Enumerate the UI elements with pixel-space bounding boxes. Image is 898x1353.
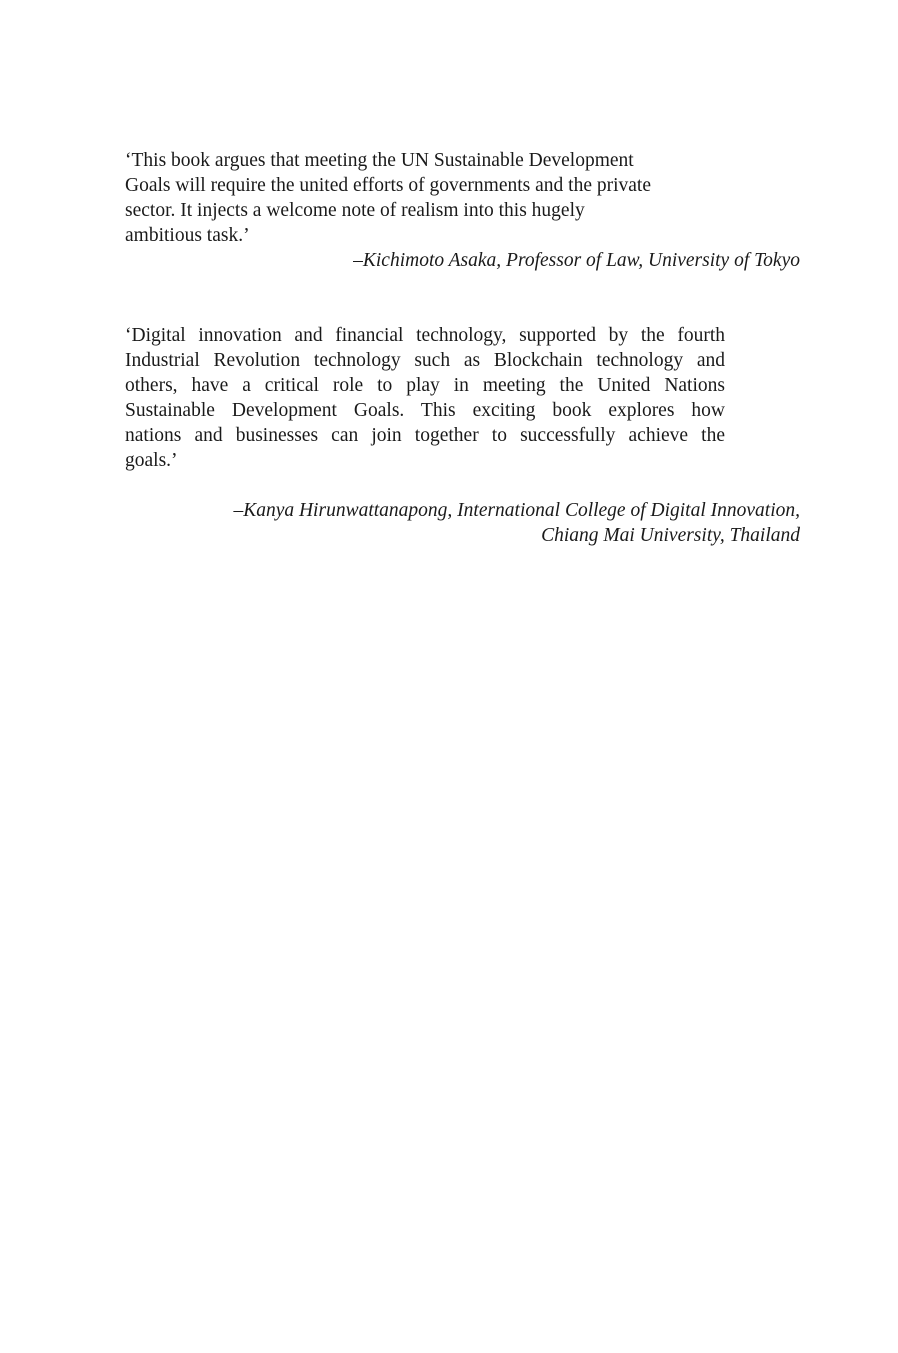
endorsement-1 <box>125 148 800 273</box>
endorsement-quote <box>125 323 725 473</box>
attribution-line: Chiang Mai University, Thailand <box>541 525 800 546</box>
quote-line: goals.’ <box>125 450 178 471</box>
quote-line: ambitious task.’ <box>125 225 250 246</box>
quote-line: Sustainable Development Goals. This exciting book explores how <box>125 400 725 421</box>
quote-line: Goals will require the united efforts of governments and the private <box>125 175 651 196</box>
quote-line: others, have a critical role to play in meeting the United Nations <box>125 375 725 396</box>
quote-line: sector. It injects a welcome note of realism into this hugely <box>125 200 585 221</box>
quote-line: ‘This book argues that meeting the UN Sustainable Development <box>125 150 634 171</box>
attribution-line: –Kanya Hirunwattanapong, International College of Digital Innovation, <box>233 500 800 521</box>
endorsement-2 <box>125 323 800 548</box>
quote-line: Industrial Revolution technology such as Blockchain technology and <box>125 350 725 371</box>
endorsement-attribution <box>125 498 800 548</box>
endorsement-attribution <box>125 248 800 273</box>
endorsement-quote <box>125 148 715 248</box>
quote-line: ‘Digital innovation and financial technology, supported by the fourth <box>125 325 725 346</box>
attribution-line: –Kichimoto Asaka, Professor of Law, University of Tokyo <box>353 250 800 271</box>
quote-line: nations and businesses can join together to successfully achieve the <box>125 425 725 446</box>
